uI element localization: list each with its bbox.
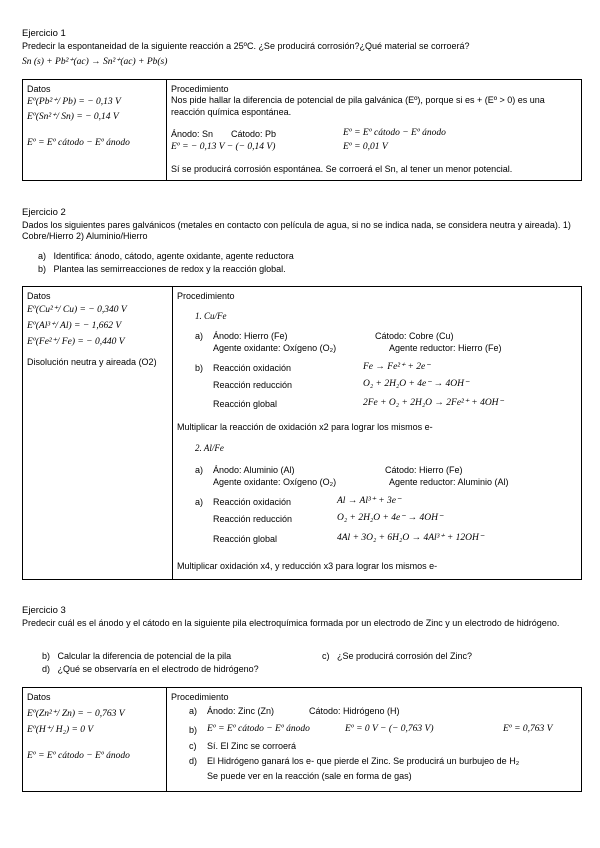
- ex2-p2-red-eq: O₂ + 2H₂O + 4e⁻ → 4OH⁻: [337, 513, 443, 523]
- ex1-dato: Eº = Eº cátodo − Eº ánodo: [27, 138, 130, 148]
- ex2-task-b-text: Plantea las semirreacciones de redox y la reacción global.: [53, 264, 286, 274]
- ex2-p2-reductor: Agente reductor: Aluminio (Al): [389, 477, 509, 487]
- ex3-b: b): [189, 725, 198, 735]
- ex2-p2-a2: a): [195, 497, 204, 507]
- ex3-c: c): [189, 741, 197, 751]
- ex2-datos-cell: [27, 291, 167, 368]
- ex3-task-d-text: ¿Qué se observaría en el electrodo de hidrógeno?: [57, 664, 259, 674]
- ex2-p1-title: 1. Cu/Fe: [195, 311, 227, 321]
- ex2-proc-label: Procedimiento: [177, 291, 235, 301]
- ex1-title: Ejercicio 1: [22, 28, 66, 39]
- ex1-table: [22, 79, 582, 181]
- ex1-dato: Eº(Pb²⁺/ Pb) = − 0,13 V: [27, 97, 121, 108]
- ex3-proc-cell: [171, 692, 576, 788]
- ex2-p2-glob-label: Reacción global: [213, 534, 278, 544]
- ex2-p1-glob-eq: 2Fe + O₂ + 2H₂O → 2Fe²⁺ + 4OH⁻: [363, 398, 504, 408]
- ex2-task-a-text: Identifica: ánodo, cátodo, agente oxidante, agente reductora: [53, 251, 294, 261]
- ex1-reaction: Sn (s) + Pb²⁺(ac) → Sn²⁺(ac) + Pb(s): [22, 57, 168, 67]
- ex3-a: a): [189, 706, 198, 716]
- ex3-datos-label: Datos: [27, 692, 51, 702]
- ex2-mult2: Multiplicar oxidación x4, y reducción x3 para lograr los mismos e-: [177, 561, 438, 571]
- ex2-mult1: Multiplicar la reacción de oxidación x2 para lograr los mismos e-: [177, 422, 433, 432]
- ex1-statement: Predecir la espontaneidad de la siguiente reacción a 25ºC. ¿Se producirá corrosión?¿Qué material se corroerá?: [22, 41, 470, 51]
- ex1-eq-calc: Eº = − 0,13 V − (− 0,14 V): [171, 142, 276, 152]
- ex1-proc-label: Procedimiento: [171, 84, 229, 94]
- ex2-disolucion: Disolución neutra y aireada (O2): [27, 356, 157, 367]
- ex2-p1-b: b): [195, 363, 204, 373]
- ex3-datos-cell: [27, 692, 163, 763]
- ex2-p2-red-label: Reacción reducción: [213, 514, 293, 524]
- ex3-d-text: El Hidrógeno ganará los e- que pierde el Zinc. Se producirá un burbujeo de H₂: [207, 756, 520, 766]
- ex2-p2-ox-label: Reacción oxidación: [213, 497, 292, 507]
- ex1-eq-result: Eº = 0,01 V: [343, 142, 388, 152]
- ex2-dato: Eº(Al³⁺/ Al) = − 1,662 V: [27, 321, 122, 332]
- ex3-task-c-text: ¿Se producirá corrosión del Zinc?: [337, 651, 473, 661]
- ex1-conclusion: Sí se producirá corrosión espontánea. Se corroerá el Sn, al tener un menor potencial.: [171, 164, 513, 174]
- ex3-task-b-text: Calcular la diferencia de potencial de la pila: [57, 651, 232, 661]
- ex2-p1-glob-label: Reacción global: [213, 399, 278, 409]
- ex2-task-b: b) Plantea las semirreacciones de redox y la reacción global.: [38, 264, 286, 274]
- ex2-table: [22, 286, 582, 580]
- ex2-title: Ejercicio 2: [22, 207, 66, 218]
- ex2-p2-ox-eq: Al → Al³⁺ + 3e⁻: [337, 496, 401, 506]
- ex2-p2-oxidante: Agente oxidante: Oxígeno (O₂): [213, 477, 337, 487]
- ex2-p1-anodo: Ánodo: Hierro (Fe): [213, 331, 288, 341]
- ex2-p1-ox-label: Reacción oxidación: [213, 363, 292, 373]
- ex1-eq-formula: Eº = Eº cátodo − Eº ánodo: [343, 128, 446, 138]
- ex2-p1-ox-eq: Fe → Fe²⁺ + 2e⁻: [363, 362, 431, 372]
- ex3-d-text2: Se puede ver en la reacción (sale en forma de gas): [207, 771, 412, 781]
- ex3-d: d): [189, 756, 198, 766]
- ex2-p1-oxidante: Agente oxidante: Oxígeno (O₂): [213, 343, 337, 353]
- ex1-catodo: Cátodo: Pb: [231, 129, 277, 139]
- ex2-dato: Eº(Fe²⁺/ Fe) = − 0,440 V: [27, 337, 125, 347]
- ex3-dato: Eº = Eº cátodo − Eº ánodo: [27, 751, 130, 761]
- ex3-c-text: Sí. El Zinc se corroerá: [207, 741, 297, 751]
- ex3-task-c: c) ¿Se producirá corrosión del Zinc?: [322, 651, 473, 661]
- ex3-dato: Eº(Zn²⁺/ Zn) = − 0,763 V: [27, 709, 125, 720]
- ex2-p2-anodo: Ánodo: Aluminio (Al): [213, 465, 295, 475]
- ex2-p2-title: 2. Al/Fe: [195, 443, 224, 453]
- ex1-dato: Eº(Sn²⁺/ Sn) = − 0,14 V: [27, 112, 119, 123]
- ex3-dato: Eº(H⁺/ H₂) = 0 V: [27, 725, 94, 736]
- ex3-b-result: Eº = 0,763 V: [503, 724, 553, 734]
- ex2-dato: Eº(Cu²⁺/ Cu) = − 0,340 V: [27, 305, 127, 316]
- ex1-anodo: Ánodo: Sn: [171, 129, 214, 139]
- ex3-b-formula: Eº = Eº cátodo − Eº ánodo: [207, 724, 310, 734]
- ex2-p1-catodo: Cátodo: Cobre (Cu): [375, 331, 454, 341]
- ex3-task-b: b) Calcular la diferencia de potencial de la pila: [42, 651, 232, 661]
- ex1-proc-cell: [171, 84, 576, 174]
- ex2-statement: Dados los siguientes pares galvánicos (metales en contacto con película de agua, si no se indica nada, se considera neutra y aireada). 1) Cobre/Hierro 2) Aluminio/Hierro: [22, 220, 571, 242]
- ex2-p2-a: a): [195, 465, 204, 475]
- ex2-proc-cell: [177, 291, 577, 575]
- ex2-datos-label: Datos: [27, 291, 51, 301]
- ex3-table: [22, 687, 582, 792]
- ex3-statement: Predecir cuál es el ánodo y el cátodo en la siguiente pila electroquímica formada por un electrodo de Zinc y un electrodo de hidrógeno.: [22, 618, 560, 628]
- ex2-p1-red-eq: O₂ + 2H₂O + 4e⁻ → 4OH⁻: [363, 379, 469, 389]
- ex3-proc-label: Procedimiento: [171, 692, 229, 702]
- ex3-task-d: d) ¿Qué se observaría en el electrodo de hidrógeno?: [42, 664, 259, 674]
- ex2-p2-catodo: Cátodo: Hierro (Fe): [385, 465, 463, 475]
- ex2-p1-reductor: Agente reductor: Hierro (Fe): [389, 343, 502, 353]
- ex3-a-anodo: Ánodo: Zinc (Zn): [207, 706, 275, 716]
- ex2-p1-a: a): [195, 331, 204, 341]
- ex3-title: Ejercicio 3: [22, 605, 66, 616]
- ex2-p2-glob-eq: 4Al + 3O₂ + 6H₂O → 4Al³⁺ + 12OH⁻: [337, 533, 484, 543]
- ex2-p1-red-label: Reacción reducción: [213, 380, 293, 390]
- ex1-datos-cell: [27, 84, 163, 150]
- ex1-datos-label: Datos: [27, 84, 51, 94]
- ex1-proc-intro: Nos pide hallar la diferencia de potencial de pila galvánica (Eº), porque si es + (Eº > 0) es una reacción química espontánea.: [171, 95, 545, 117]
- ex3-a-catodo: Cátodo: Hidrógeno (H): [309, 706, 400, 716]
- ex2-task-a: a) Identifica: ánodo, cátodo, agente oxidante, agente reductora: [38, 251, 294, 261]
- ex3-b-calc: Eº = 0 V − (− 0,763 V): [345, 724, 434, 734]
